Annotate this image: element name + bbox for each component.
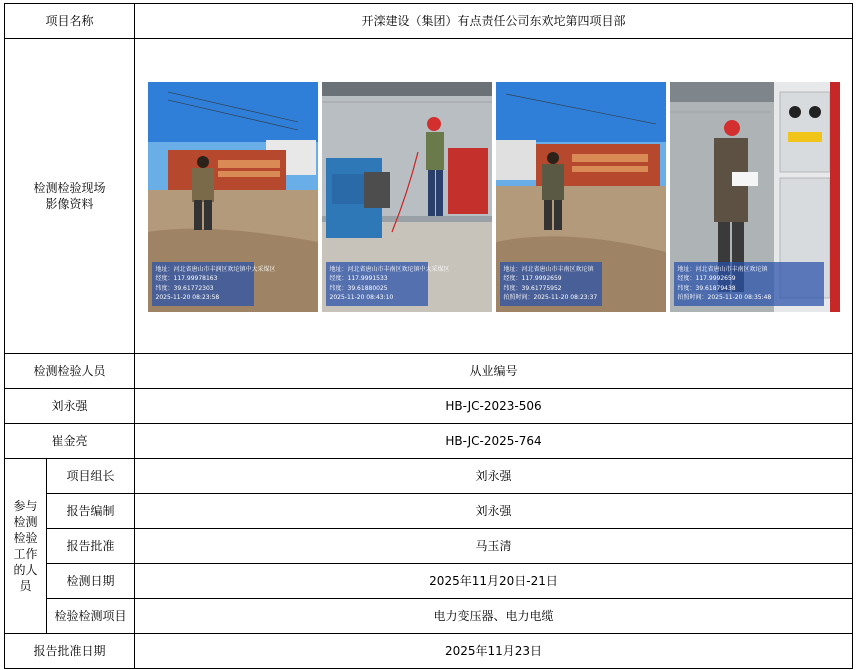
inspector-id: HB-JC-2023-506: [135, 389, 853, 424]
photo-3-time: 拍照时间：2025-11-20 08:23:37: [503, 294, 598, 301]
photo-4-latitude: 纬度：39.61879438: [677, 284, 736, 292]
photo-2-time: 2025-11-20 08:43:10: [329, 294, 394, 301]
photo-3-address: 地址：河北省唐山市丰南区欢坨镇: [503, 265, 594, 273]
photo-3-stamp: [500, 262, 602, 306]
site-images-cell: [135, 39, 853, 354]
participant-role: 报告编制: [47, 494, 135, 529]
photo-1-longitude: 经度：117.99978163: [155, 275, 218, 282]
inspectors-header-row: [5, 354, 853, 389]
report-table: [4, 3, 853, 669]
photo-3-latitude: 纬度：39.61775952: [503, 284, 562, 292]
site-images-label-line1: 检测检验现场: [33, 181, 106, 195]
inspector-name: 崔金亮: [5, 424, 135, 459]
participants-label-line: 的人: [13, 563, 38, 577]
photo-4-address: 地址：河北省唐山市丰南区欢坨镇: [677, 265, 768, 273]
inspector-name: 刘永强: [5, 389, 135, 424]
project-name-value: 开滦建设（集团）有点责任公司东欢坨第四项目部: [135, 4, 853, 39]
inspector-id: HB-JC-2025-764: [135, 424, 853, 459]
site-photo-1: [148, 82, 318, 312]
participants-label-line: 检验: [13, 531, 38, 545]
site-photo-3: [496, 82, 666, 312]
project-row: [5, 4, 853, 39]
photo-1-stamp: [152, 262, 276, 306]
participants-label-line: 工作: [13, 547, 38, 561]
participants-label-line: 员: [19, 579, 32, 593]
inspector-row: [5, 389, 853, 424]
photo-4-time: 拍照时间：2025-11-20 08:35:48: [677, 294, 772, 301]
participant-role: 检测日期: [47, 564, 135, 599]
photo-gallery: [135, 81, 852, 312]
participant-role: 检验检测项目: [47, 599, 135, 634]
approval-date-label: 报告批准日期: [5, 634, 135, 669]
participant-role: 项目组长: [47, 459, 135, 494]
site-images-label: [5, 39, 135, 354]
inspector-row: [5, 424, 853, 459]
approval-row: [5, 634, 853, 669]
site-photo-2: [322, 82, 492, 312]
photo-1-address: 地址：河北省唐山市丰润区欢坨镇中大采煤区: [155, 265, 276, 273]
photo-4-stamp: [674, 262, 824, 306]
photo-2-longitude: 经度：117.9991533: [329, 275, 388, 282]
participants-group-label: [5, 459, 47, 634]
project-name-label: 项目名称: [5, 4, 135, 39]
participant-row: [5, 564, 853, 599]
participant-role: 报告批准: [47, 529, 135, 564]
participants-label-line: 检测: [13, 515, 38, 529]
participant-value: 刘永强: [135, 494, 853, 529]
photo-4-longitude: 经度：117.9992659: [677, 275, 736, 282]
participant-row: [5, 529, 853, 564]
participant-value: 刘永强: [135, 459, 853, 494]
site-photo-4: [670, 82, 840, 312]
photo-3-longitude: 经度：117.9992659: [503, 275, 562, 282]
photo-2-stamp: [326, 262, 450, 306]
photo-1-time: 2025-11-20 08:23:58: [155, 294, 220, 301]
photo-1-latitude: 纬度：39.61772303: [155, 284, 214, 292]
participant-value: 马玉清: [135, 529, 853, 564]
photo-2-latitude: 纬度：39.61880025: [329, 284, 388, 292]
participant-row: [5, 599, 853, 634]
participant-value: 电力变压器、电力电缆: [135, 599, 853, 634]
inspectors-header-label: 检测检验人员: [5, 354, 135, 389]
participant-row: [5, 459, 853, 494]
inspectors-id-header: 从业编号: [135, 354, 853, 389]
site-images-label-line2: 影像资料: [45, 197, 94, 211]
approval-date-value: 2025年11月23日: [135, 634, 853, 669]
participant-row: [5, 494, 853, 529]
participants-label-line: 参与: [13, 499, 38, 513]
site-images-row: [5, 39, 853, 354]
participant-value: 2025年11月20日-21日: [135, 564, 853, 599]
photo-2-address: 地址：河北省唐山市丰南区欢坨镇中大采煤区: [329, 265, 450, 273]
